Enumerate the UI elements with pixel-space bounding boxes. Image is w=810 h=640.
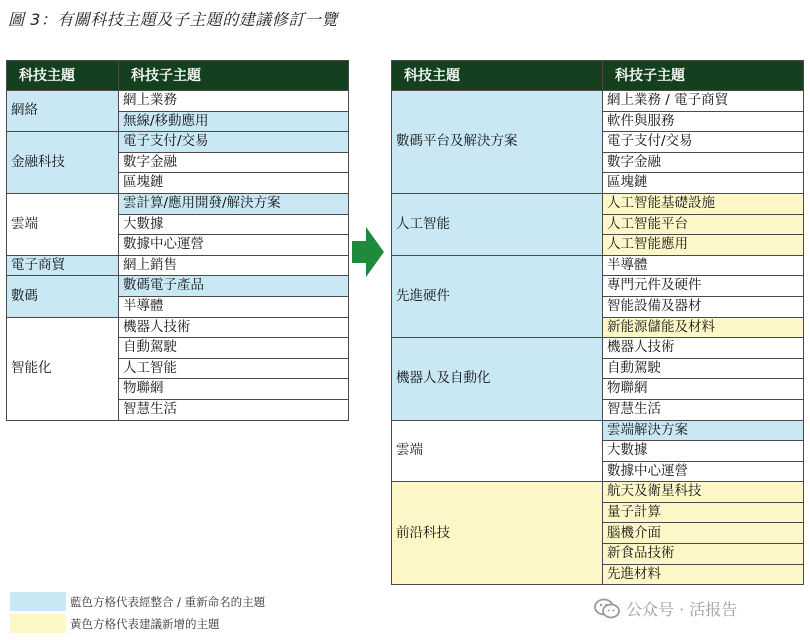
figure-title: 圖 3：有關科技主題及子主題的建議修訂一覽 xyxy=(8,10,338,29)
table-row xyxy=(7,193,349,214)
subtheme-cell: 網上業務 / 電子商貿 xyxy=(603,91,804,112)
proposed-topics-table xyxy=(391,60,804,585)
subtheme-cell: 大數據 xyxy=(119,214,349,235)
subtheme-cell: 人工智能 xyxy=(119,358,349,379)
subtheme-cell: 軟件與服務 xyxy=(603,111,804,132)
watermark xyxy=(594,597,737,620)
subtheme-cell: 智慧生活 xyxy=(119,399,349,420)
theme-cell: 機器人及自動化 xyxy=(392,338,603,420)
subtheme-cell: 人工智能平台 xyxy=(603,214,804,235)
theme-cell: 先進硬件 xyxy=(392,255,603,337)
theme-cell: 人工智能 xyxy=(392,193,603,255)
legend-item-yellow xyxy=(10,614,220,633)
subtheme-cell: 網上銷售 xyxy=(119,255,349,276)
subtheme-cell: 數據中心運營 xyxy=(603,461,804,482)
subtheme-cell: 量子計算 xyxy=(603,502,804,523)
watermark-text: 公众号 · 活报告 xyxy=(626,600,738,619)
table-row xyxy=(7,91,349,112)
theme-cell: 網絡 xyxy=(7,91,119,132)
subtheme-cell: 人工智能應用 xyxy=(603,235,804,256)
subtheme-cell: 物聯網 xyxy=(603,379,804,400)
wechat-icon xyxy=(594,598,620,620)
theme-cell: 雲端 xyxy=(392,420,603,482)
theme-cell: 電子商貿 xyxy=(7,255,119,276)
subtheme-cell: 新能源儲能及材料 xyxy=(603,317,804,338)
subtheme-cell: 雲計算/應用開發/解決方案 xyxy=(119,193,349,214)
subtheme-cell: 機器人技術 xyxy=(603,338,804,359)
right-arrow-icon xyxy=(352,227,384,277)
table-row xyxy=(392,255,804,276)
subtheme-cell: 電子支付/交易 xyxy=(119,132,349,153)
subtheme-cell: 智能設備及器材 xyxy=(603,296,804,317)
subtheme-cell: 腦機介面 xyxy=(603,523,804,544)
table-row xyxy=(392,338,804,359)
subtheme-cell: 區塊鏈 xyxy=(603,173,804,194)
header-subtheme: 科技子主題 xyxy=(119,61,349,91)
subtheme-cell: 大數據 xyxy=(603,441,804,462)
subtheme-cell: 人工智能基礎設施 xyxy=(603,193,804,214)
table-row xyxy=(392,193,804,214)
subtheme-cell: 新食品技術 xyxy=(603,544,804,565)
subtheme-cell: 數據中心運營 xyxy=(119,235,349,256)
subtheme-cell: 自動駕駛 xyxy=(603,358,804,379)
subtheme-cell: 半導體 xyxy=(603,255,804,276)
legend-swatch-blue xyxy=(10,592,66,611)
table-row xyxy=(392,482,804,503)
theme-cell: 前沿科技 xyxy=(392,482,603,585)
table-row xyxy=(7,132,349,153)
subtheme-cell: 智慧生活 xyxy=(603,399,804,420)
table-row xyxy=(392,91,804,112)
table-row xyxy=(7,317,349,338)
theme-cell: 雲端 xyxy=(7,193,119,255)
current-topics-table xyxy=(6,60,349,421)
subtheme-cell: 自動駕駛 xyxy=(119,338,349,359)
theme-cell: 智能化 xyxy=(7,317,119,420)
subtheme-cell: 航天及衛星科技 xyxy=(603,482,804,503)
subtheme-cell: 數碼電子產品 xyxy=(119,276,349,297)
theme-cell: 金融科技 xyxy=(7,132,119,194)
subtheme-cell: 雲端解決方案 xyxy=(603,420,804,441)
header-theme: 科技主題 xyxy=(392,61,603,91)
subtheme-cell: 專門元件及硬件 xyxy=(603,276,804,297)
header-theme: 科技主題 xyxy=(7,61,119,91)
subtheme-cell: 機器人技術 xyxy=(119,317,349,338)
table-row xyxy=(7,255,349,276)
subtheme-cell: 區塊鏈 xyxy=(119,173,349,194)
table-header-row xyxy=(7,61,349,91)
legend-item-blue xyxy=(10,592,265,611)
theme-cell: 數碼平台及解決方案 xyxy=(392,91,603,194)
subtheme-cell: 先進材料 xyxy=(603,564,804,585)
table-row xyxy=(7,276,349,297)
subtheme-cell: 物聯網 xyxy=(119,379,349,400)
subtheme-cell: 無線/移動應用 xyxy=(119,111,349,132)
table-row xyxy=(392,420,804,441)
subtheme-cell: 電子支付/交易 xyxy=(603,132,804,153)
table-header-row xyxy=(392,61,804,91)
subtheme-cell: 數字金融 xyxy=(119,152,349,173)
legend-text-yellow: 黃色方格代表建議新增的主題 xyxy=(70,616,220,631)
subtheme-cell: 網上業務 xyxy=(119,91,349,112)
subtheme-cell: 半導體 xyxy=(119,296,349,317)
legend-text-blue: 藍色方格代表經整合 / 重新命名的主題 xyxy=(70,594,266,609)
subtheme-cell: 數字金融 xyxy=(603,152,804,173)
legend-swatch-yellow xyxy=(10,614,66,633)
header-subtheme: 科技子主題 xyxy=(603,61,804,91)
theme-cell: 數碼 xyxy=(7,276,119,317)
